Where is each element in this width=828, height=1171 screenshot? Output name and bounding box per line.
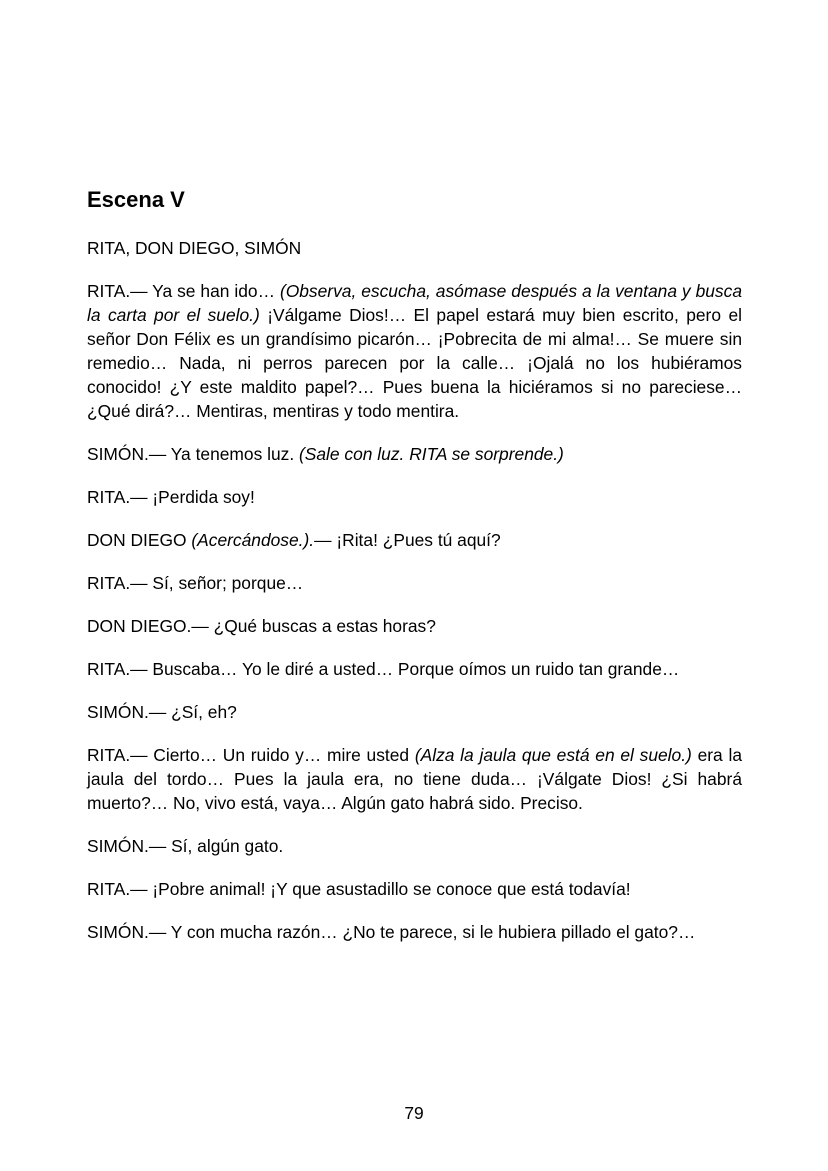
speaker-name: RITA.—	[87, 879, 148, 899]
dialogue-text: Cierto… Un ruido y… mire usted	[147, 745, 415, 765]
dialogue-line	[87, 657, 742, 681]
dialogue-text: — ¡Rita! ¿Pues tú aquí?	[314, 530, 501, 550]
speaker-name: SIMÓN.—	[87, 444, 167, 464]
dialogue-text: ¿Qué buscas a estas horas?	[208, 616, 436, 636]
stage-direction: (Acercándose.).	[191, 530, 315, 550]
scene-title: Escena V	[87, 187, 185, 212]
speaker-name: RITA.—	[87, 281, 148, 301]
dialogue-list	[87, 279, 742, 944]
dialogue-line	[87, 571, 742, 595]
dialogue-line	[87, 877, 742, 901]
dialogue-text: era la jaula del tordo… Pues la jaula era, no tiene duda… ¡Válgate Dios! ¿Si habrá muerto?… No, vivo está, vaya… Algún gato habrá sido. Preciso.	[87, 745, 742, 813]
dialogue-line	[87, 485, 742, 509]
speaker-name: SIMÓN.—	[87, 922, 167, 942]
dialogue-line	[87, 279, 742, 423]
speaker-name: DON DIEGO	[87, 530, 192, 550]
dialogue-text: Sí, algún gato.	[166, 836, 284, 856]
page-body	[87, 186, 742, 963]
dialogue-text: ¡Perdida soy!	[147, 487, 255, 507]
speaker-name: SIMÓN.—	[87, 836, 167, 856]
speaker-name: RITA.—	[87, 659, 148, 679]
speaker-name: SIMÓN.—	[87, 702, 167, 722]
dialogue-text: Ya tenemos luz.	[166, 444, 299, 464]
dialogue-line	[87, 528, 742, 552]
dialogue-line	[87, 700, 742, 724]
dialogue-line	[87, 442, 742, 466]
speaker-name: RITA.—	[87, 745, 148, 765]
dialogue-text: ¡Válgame Dios!… El papel estará muy bien escrito, pero el señor Don Félix es un grandísimo picarón… ¡Pobrecita de mi alma!… Se muere sin remedio… Nada, ni perros parecen por la calle… ¡Ojalá no los hubiéramos conocido! ¿Y este maldito papel?… Pues buena la hiciéramos si no pareciese… ¿Qué dirá?… Mentiras, mentiras y todo mentira.	[87, 305, 742, 421]
stage-direction: (Alza la jaula que está en el suelo.)	[414, 745, 692, 765]
dialogue-text: Sí, señor; porque…	[147, 573, 304, 593]
dialogue-line	[87, 834, 742, 858]
dialogue-text: ¿Sí, eh?	[166, 702, 237, 722]
dialogue-line	[87, 743, 742, 815]
dialogue-line	[87, 614, 742, 638]
dialogue-text: ¡Pobre animal! ¡Y que asustadillo se conoce que está todavía!	[147, 879, 631, 899]
stage-direction: (Observa, escucha, asómase después a la ventana y busca la carta por el suelo.)	[87, 281, 742, 325]
stage-direction: (Sale con luz. RITA se sorprende.)	[299, 444, 564, 464]
dialogue-text: Ya se han ido…	[147, 281, 280, 301]
speaker-name: RITA.—	[87, 487, 148, 507]
speaker-name: RITA.—	[87, 573, 148, 593]
dialogue-text: Buscaba… Yo le diré a usted… Porque oímos un ruido tan grande…	[147, 659, 680, 679]
dialogue-line	[87, 920, 742, 944]
dialogue-text: Y con mucha razón… ¿No te parece, si le hubiera pillado el gato?…	[166, 922, 696, 942]
character-list: RITA, DON DIEGO, SIMÓN	[87, 238, 302, 258]
page-number: 79	[404, 1103, 424, 1123]
speaker-name: DON DIEGO.—	[87, 616, 209, 636]
